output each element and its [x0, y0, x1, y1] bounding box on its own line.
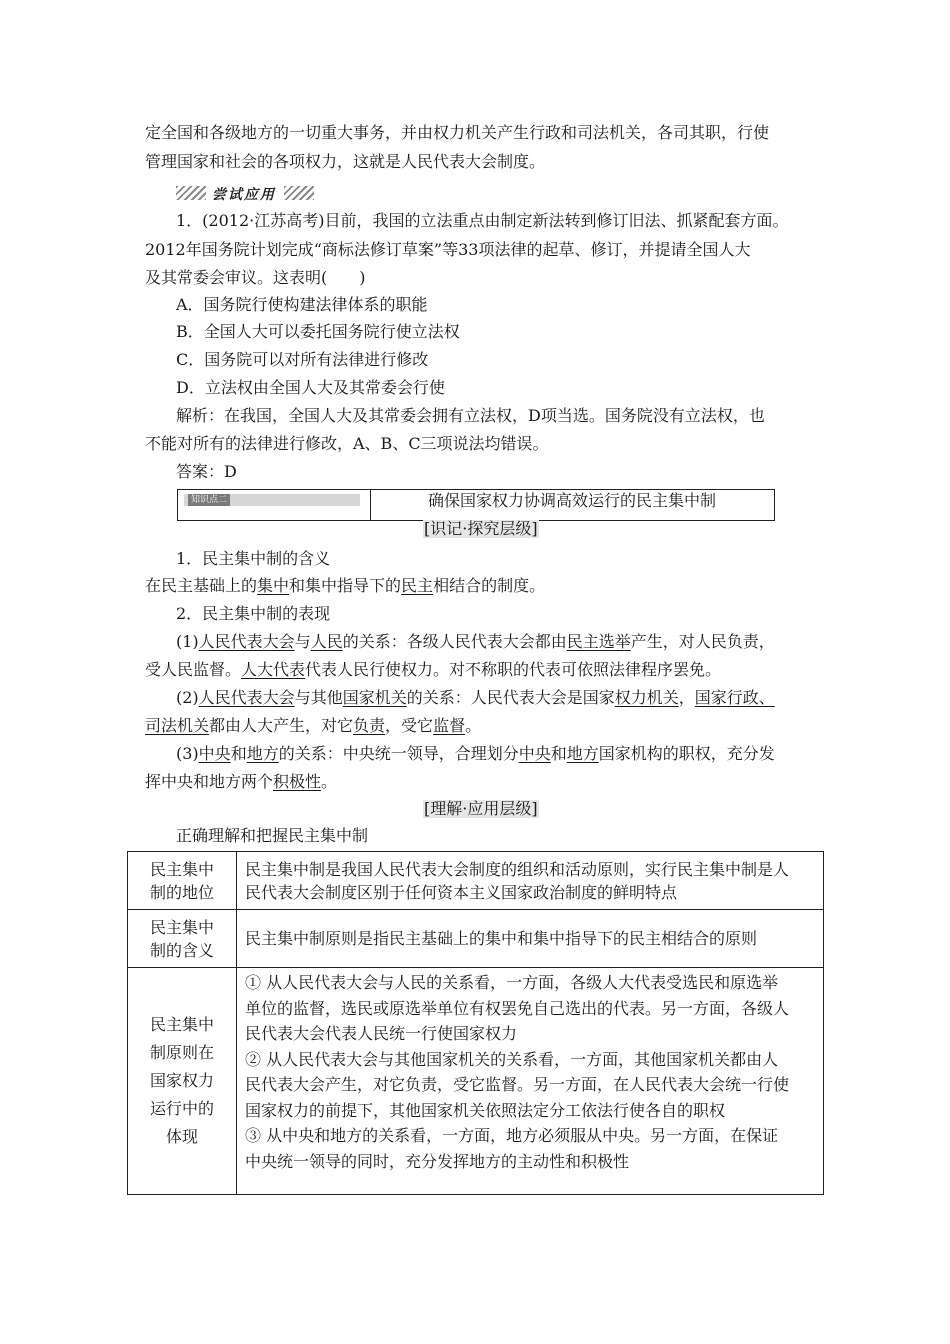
question-stem-1: 1．(2012·江苏高考)目前，我国的立法重点由制定新法转到修订旧法、抓紧配套方面。	[176, 211, 789, 230]
table-title: 正确理解和把握民主集中制	[176, 826, 369, 845]
knowledge-point-title: 确保国家权力协调高效运行的民主集中制	[427, 491, 716, 510]
level-label-2: [理解·应用层级]	[424, 799, 538, 818]
level-label-1: [识记·探究层级]	[424, 519, 538, 538]
sub-point-1-line-2: 受人民监督。人大代表代表人民行使权力。对不称职的代表可依照法律程序罢免。	[145, 660, 722, 679]
option-a: A．国务院行使构建法律体系的职能	[176, 295, 428, 314]
question-stem-3: 及其常委会审议。这表明( )	[145, 268, 366, 287]
knowledge-point-tag: 知识点二	[184, 494, 360, 506]
option-d: D．立法权由全国人大及其常委会行使	[176, 378, 445, 397]
question-stem-2: 2012年国务院计划完成“商标法修订草案”等33项法律的起草、修订，并提请全国人大	[145, 240, 751, 259]
try-section-title: 尝试应用	[212, 187, 276, 203]
democratic-centralism-table	[127, 851, 824, 1195]
sub-point-2-line-2: 司法机关都由人大产生，对它负责，受它监督。	[145, 716, 482, 735]
intro-line-1: 定全国和各级地方的一切重大事务，并由权力机关产生行政和司法机关，各司其职，行使	[145, 123, 770, 142]
sub-point-3-line-2: 挥中央和地方两个积极性。	[145, 772, 338, 791]
stripe-decoration	[176, 186, 206, 200]
answer: 答案：D	[176, 462, 237, 481]
stripe-decoration	[284, 186, 314, 200]
sub-point-3-line-1: (3)中央和地方的关系：中央统一领导，合理划分中央和地方国家机构的职权，充分发	[176, 744, 775, 763]
row-content: 民主集中制是我国人民代表大会制度的组织和活动原则，实行民主集中制是人 民代表大会制度区别于任何资本主义国家政治制度的鲜明特点	[237, 852, 824, 910]
sub-point-1-line-1: (1)人民代表大会与人民的关系：各级人民代表大会都由民主选举产生，对人民负责，	[176, 632, 775, 651]
table-row	[128, 852, 824, 910]
table-row	[128, 968, 824, 1195]
point-2-heading: 2．民主集中制的表现	[176, 604, 331, 623]
point-1-heading: 1．民主集中制的含义	[176, 549, 331, 568]
option-b: B．全国人大可以委托国务院行使立法权	[176, 322, 460, 341]
option-c: C．国务院可以对所有法律进行修改	[176, 350, 429, 369]
point-1-text: 在民主基础上的集中和集中指导下的民主相结合的制度。	[145, 576, 546, 595]
knowledge-point-box	[177, 489, 775, 521]
try-section-header	[176, 184, 316, 202]
row-header: 民主集中 制的地位	[128, 852, 237, 910]
row-content: ① 从人民代表大会与人民的关系看，一方面，各级人大代表受选民和原选举 单位的监督，选民或原选举单位有权罢免自己选出的代表。另一方面，各级人 民代表大会代表人民统一行使国家权力 ② 从人民代表大会与其他国家机关的关系看，一方面，其他国家机关都由人 民代表大会产生，对它负责，受它监督。另一方面，在人民代表大会统一行使 国家权力的前提下，其他国家机关依照法定分工依法行使各自的职权 ③ 从中央和地方的关系看，一方面，地方必须服从中央。另一方面，在保证 中央统一领导的同时，充分发挥地方的主动性和积极性	[237, 968, 824, 1195]
table-row	[128, 910, 824, 968]
intro-line-2: 管理国家和社会的各项权力，这就是人民代表大会制度。	[145, 152, 546, 171]
row-content: 民主集中制原则是指民主基础上的集中和集中指导下的民主相结合的原则	[237, 910, 824, 968]
row-header: 民主集中 制的含义	[128, 910, 237, 968]
row-header: 民主集中 制原则在 国家权力 运行中的 体现	[128, 968, 237, 1195]
sub-point-2-line-1: (2)人民代表大会与其他国家机关的关系：人民代表大会是国家权力机关，国家行政、	[176, 688, 775, 707]
analysis-line-2: 不能对所有的法律进行修改，A、B、C三项说法均错误。	[145, 434, 549, 453]
analysis-line-1: 解析：在我国，全国人大及其常委会拥有立法权，D项当选。国务院没有立法权，也	[176, 406, 765, 425]
